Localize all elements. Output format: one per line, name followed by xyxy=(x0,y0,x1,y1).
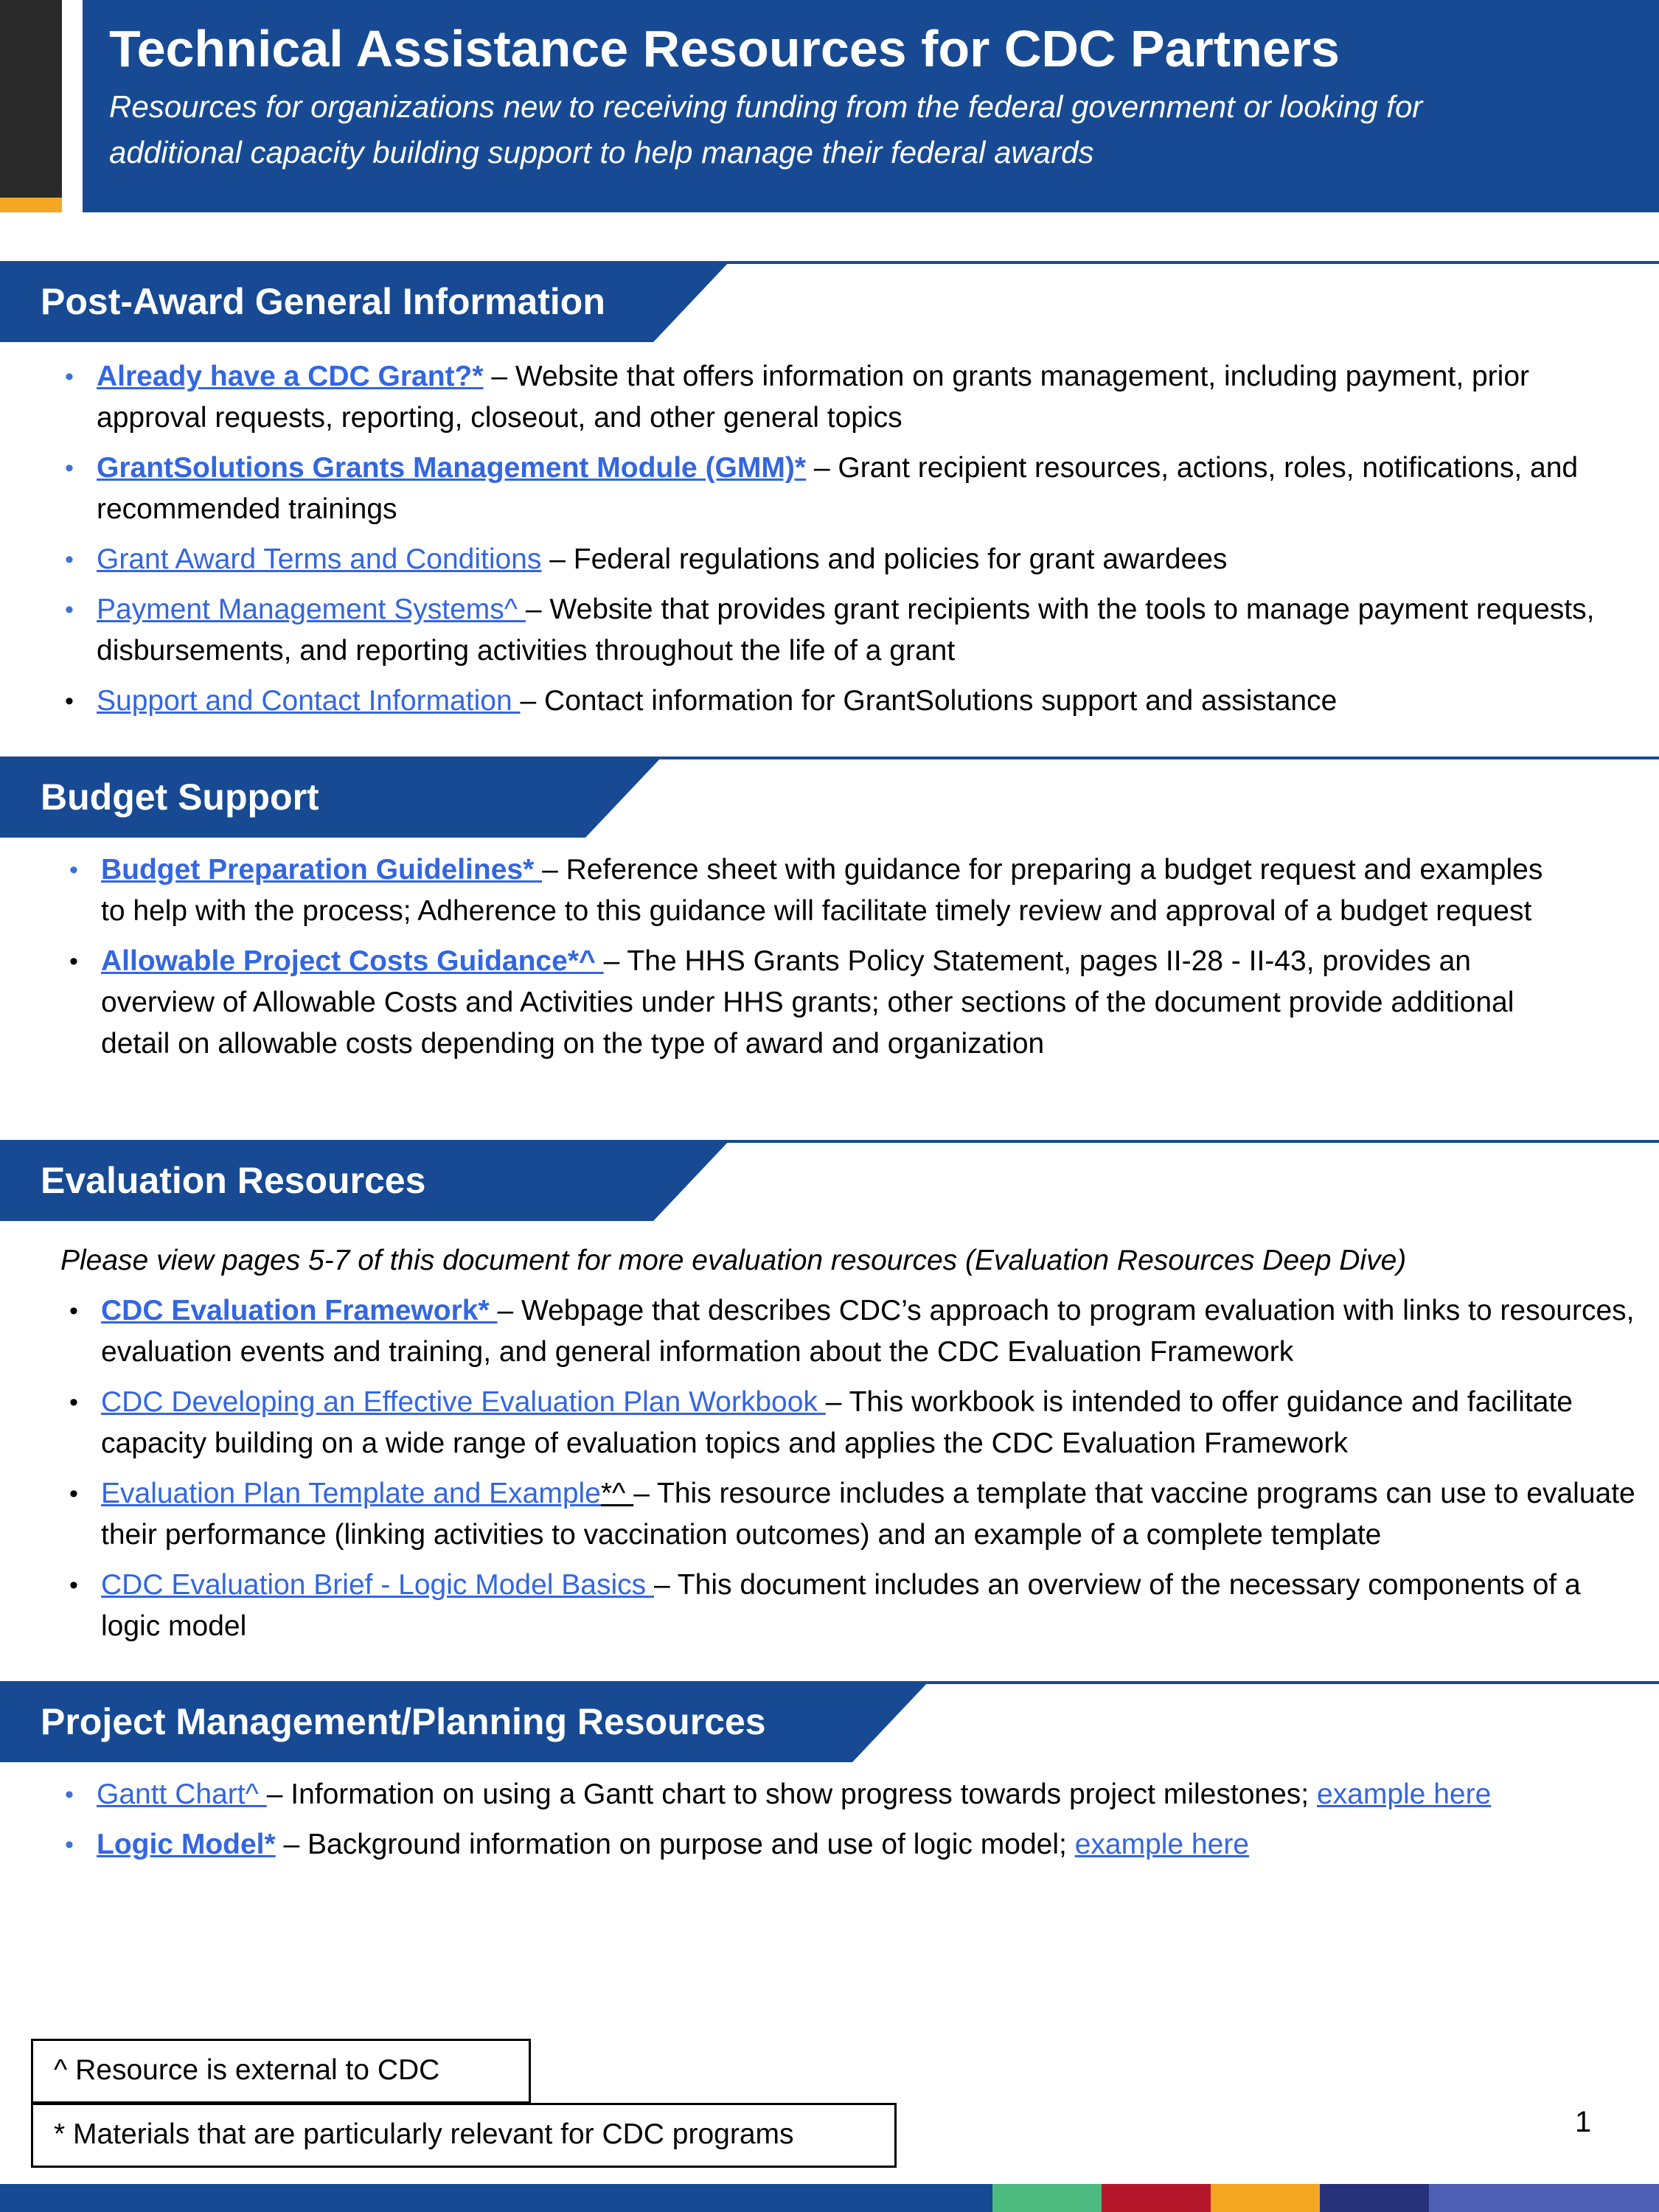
link-support-contact[interactable]: Support and Contact Information xyxy=(97,685,521,717)
item-description: – Background information on purpose and use of logic model; xyxy=(275,1829,1075,1860)
item-description: – Webpage that describes CDC’s approach to program evaluation with links to resources, evaluation events and training, and general information about the CDC Evaluation Framework xyxy=(101,1295,1635,1368)
header-side-bar xyxy=(0,0,62,198)
evaluation-list xyxy=(69,1290,1642,1656)
bullet-icon: • xyxy=(69,1571,78,1599)
list-item xyxy=(69,1290,1642,1373)
section-header-evaluation xyxy=(0,1140,1659,1221)
item-description: – This document includes an overview of the necessary components of a logic model xyxy=(101,1569,1581,1642)
bullet-icon: • xyxy=(69,947,78,975)
bullet-icon: • xyxy=(65,546,74,574)
bullet-icon: • xyxy=(65,687,74,715)
bullet-icon: • xyxy=(69,1388,78,1416)
item-description: – Website that provides grant recipients with the tools to manage payment requests, disbursements, and reporting activities throughout the life of a grant xyxy=(97,594,1595,667)
bullet-icon: • xyxy=(65,363,74,391)
link-logic-model-basics[interactable]: CDC Evaluation Brief - Logic Model Basics xyxy=(101,1569,654,1601)
post-award-list xyxy=(65,356,1638,731)
item-description: – This workbook is intended to offer guidance and facilitate capacity building on a wide range of evaluation topics and applies the CDC Evaluation Framework xyxy=(101,1386,1573,1459)
item-description: – Federal regulations and policies for grant awardees xyxy=(541,543,1228,575)
list-item xyxy=(65,1824,1645,1865)
page-subtitle-line2: additional capacity building support to help manage their federal awards xyxy=(109,135,1094,170)
project-management-list xyxy=(65,1774,1645,1874)
link-logic-model-example[interactable]: example here xyxy=(1074,1829,1249,1860)
footer-bar-purple xyxy=(1320,2184,1429,2212)
list-item xyxy=(69,1565,1642,1647)
list-item xyxy=(69,849,1546,932)
list-item xyxy=(65,1774,1645,1815)
list-item xyxy=(65,589,1638,672)
item-description: – This resource includes a template that vaccine programs can use to evaluate their performance (linking activities to vaccination outcomes) and an example of a complete template xyxy=(101,1478,1635,1551)
item-description: – Grant recipient resources, actions, roles, notifications, and recommended trainings xyxy=(97,452,1579,525)
bullet-icon: • xyxy=(69,856,78,884)
list-item xyxy=(69,1473,1642,1556)
link-evaluation-plan-workbook[interactable]: CDC Developing an Effective Evaluation Plan Workbook xyxy=(101,1386,826,1418)
section-title-post-award: Post-Award General Information xyxy=(41,281,605,322)
section-header-post-award xyxy=(0,261,1659,342)
item-description: – Contact information for GrantSolutions support and assistance xyxy=(520,685,1338,717)
budget-list xyxy=(69,849,1546,1074)
item-description: – Reference sheet with guidance for preparing a budget request and examples to help with the process; Adherence to this guidance will facilitate timely review and approval of a budget request xyxy=(101,854,1543,927)
link-grantsolutions-gmm[interactable]: GrantSolutions Grants Management Module (GMM)* xyxy=(97,452,807,484)
link-already-have-grant[interactable]: Already have a CDC Grant?* xyxy=(97,361,484,392)
page-title: Technical Assistance Resources for CDC Partners xyxy=(109,20,1340,77)
evaluation-note: Please view pages 5-7 of this document for more evaluation resources (Evaluation Resources Deep Dive) xyxy=(60,1245,1407,1276)
link-grant-award-terms[interactable]: Grant Award Terms and Conditions xyxy=(97,543,542,575)
bullet-icon: • xyxy=(69,1297,78,1325)
section-title-evaluation: Evaluation Resources xyxy=(41,1160,426,1201)
item-description: – Information on using a Gantt chart to show progress towards project milestones; xyxy=(266,1778,1317,1810)
footer-bar-navy xyxy=(0,2184,992,2212)
item-marker: *^ xyxy=(600,1478,634,1509)
footer-bar-gold xyxy=(1211,2184,1320,2212)
list-item xyxy=(69,1382,1642,1464)
section-header-budget xyxy=(0,757,1659,838)
item-description: – Website that offers information on grants management, including payment, prior approval requests, reporting, closeout, and other general topics xyxy=(97,361,1530,434)
legend-external: ^ Resource is external to CDC xyxy=(31,2039,531,2104)
page-number: 1 xyxy=(1575,2106,1592,2138)
page-subtitle-line1: Resources for organizations new to receiving funding from the federal government or looking for xyxy=(109,89,1423,124)
bullet-icon: • xyxy=(65,1781,74,1809)
footer-bar-green xyxy=(992,2184,1102,2212)
list-item xyxy=(69,941,1546,1065)
link-cdc-evaluation-framework[interactable]: CDC Evaluation Framework* xyxy=(101,1295,498,1326)
list-item xyxy=(65,448,1638,530)
header-side-accent xyxy=(0,198,62,212)
footer-bar-periwinkle xyxy=(1429,2184,1659,2212)
footer-bar-red xyxy=(1102,2184,1211,2212)
section-title-budget: Budget Support xyxy=(41,776,319,818)
link-gantt-example[interactable]: example here xyxy=(1316,1778,1492,1810)
link-payment-management[interactable]: Payment Management Systems^ xyxy=(97,594,526,625)
list-item xyxy=(65,356,1638,439)
bullet-icon: • xyxy=(65,596,74,624)
bullet-icon: • xyxy=(65,454,74,482)
link-allowable-costs[interactable]: Allowable Project Costs Guidance*^ xyxy=(101,945,604,977)
link-evaluation-plan-template[interactable]: Evaluation Plan Template and Example xyxy=(101,1478,601,1509)
page-header xyxy=(83,0,1659,212)
bullet-icon: • xyxy=(65,1831,74,1859)
section-header-project-management xyxy=(0,1681,1659,1762)
page-subtitle xyxy=(109,84,1659,175)
list-item xyxy=(65,539,1638,580)
link-budget-preparation[interactable]: Budget Preparation Guidelines* xyxy=(101,854,543,886)
link-logic-model[interactable]: Logic Model* xyxy=(97,1829,276,1860)
section-title-project-management: Project Management/Planning Resources xyxy=(41,1701,766,1742)
link-gantt-chart[interactable]: Gantt Chart^ xyxy=(97,1778,267,1810)
item-description: – The HHS Grants Policy Statement, pages II-28 - II-43, provides an overview of Allowable Costs and Activities under HHS grants; other sections of the document provide additional detail on allowable costs depending on the type of award and organization xyxy=(101,945,1514,1060)
bullet-icon: • xyxy=(69,1480,78,1508)
list-item xyxy=(65,681,1638,722)
legend-relevant: * Materials that are particularly relevant for CDC programs xyxy=(31,2103,897,2168)
